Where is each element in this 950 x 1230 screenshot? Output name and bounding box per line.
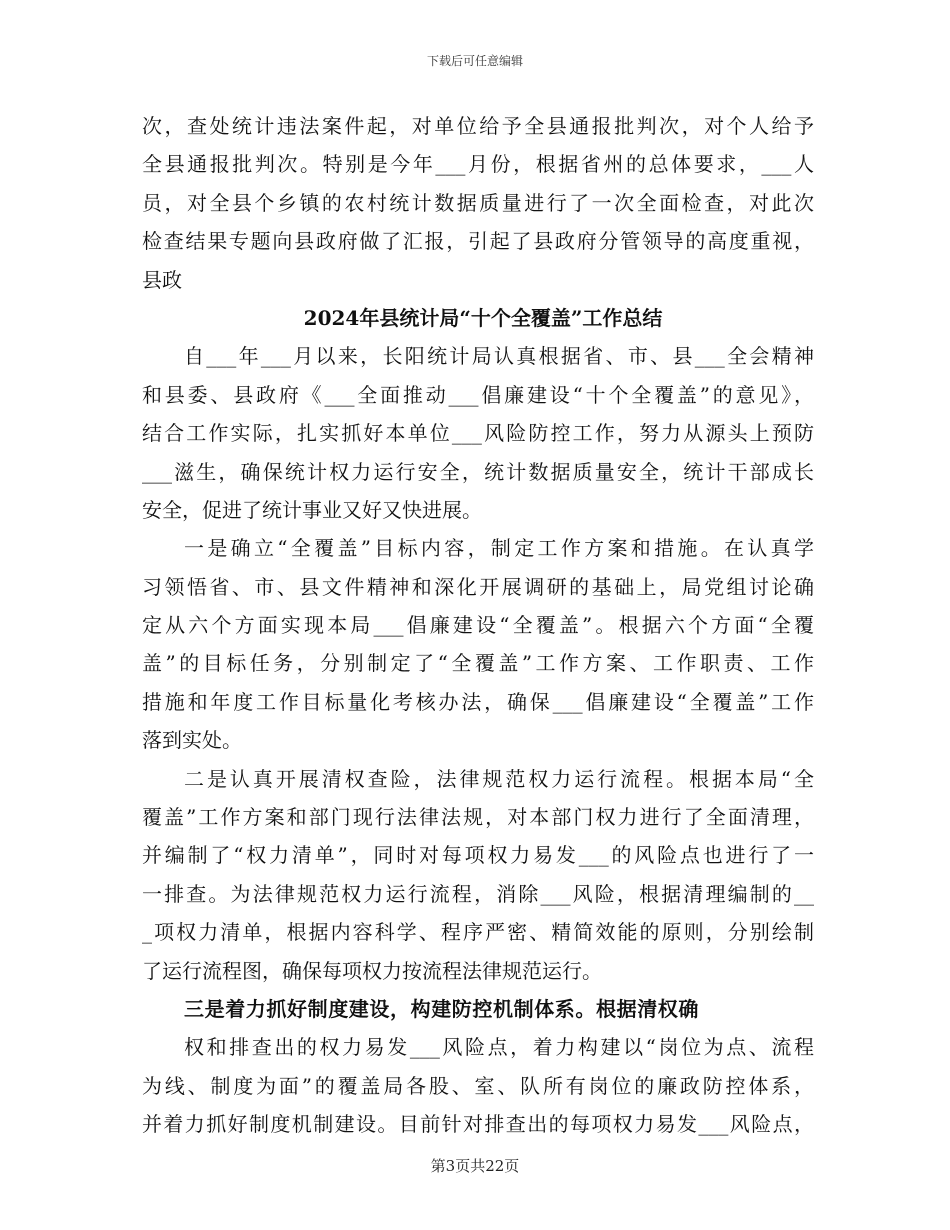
body-line: 落到实处。 [142, 728, 242, 753]
paragraph-start-line: 自___年___月以来，长阳统计局认真根据省、市、县___全会精神 [184, 344, 814, 369]
body-line: _项权力清单，根据内容科学、程序严密、精简效能的原则，分别绘制 [142, 920, 814, 945]
body-line: 覆盖”工作方案和部门现行法律法规，对本部门权力进行了全面清理， [142, 805, 814, 830]
body-line: 并编制了“权力清单”，同时对每项权力易发___的风险点也进行了一 [142, 843, 814, 868]
body-line: 和县委、县政府《___全面推动___倡廉建设“十个全覆盖”的意见》， [142, 382, 814, 407]
body-line: 检查结果专题向县政府做了汇报，引起了县政府分管领导的高度重视， [142, 229, 814, 254]
body-line: 结合工作实际，扎实抓好本单位___风险防控工作，努力从源头上预防 [142, 421, 814, 446]
body-line: 一排查。为法律规范权力运行流程，消除___风险，根据清理编制的__ [142, 881, 814, 906]
paragraph-start-line: 一是确立“全覆盖”目标内容，制定工作方案和措施。在认真学 [184, 536, 814, 561]
document-body [142, 107, 814, 1144]
body-line: 习领悟省、市、县文件精神和深化开展调研的基础上，局党组讨论确 [142, 574, 814, 599]
body-line: 全县通报批判次。特别是今年___月份，根据省州的总体要求，___人 [142, 152, 814, 177]
page-number-footer: 第3页共22页 [430, 1157, 520, 1175]
document-title: 2024年县统计局“十个全覆盖”工作总结 [303, 305, 663, 330]
body-line: 并着力抓好制度机制建设。目前针对排查出的每项权力易发___风险点， [142, 1112, 814, 1137]
page-header-note: 下载后可任意编辑 [426, 54, 523, 68]
body-line: 次，查处统计违法案件起，对单位给予全县通报批判次，对个人给予 [142, 114, 814, 138]
body-line: 县政 [142, 267, 182, 292]
body-line: 措施和年度工作目标量化考核办法，确保___倡廉建设“全覆盖”工作 [142, 689, 814, 714]
body-line: 定从六个方面实现本局___倡廉建设“全覆盖”。根据六个方面“全覆 [142, 613, 814, 638]
body-line: 为线、制度为面”的覆盖局各股、室、队所有岗位的廉政防控体系， [142, 1073, 814, 1098]
body-line: 安全，促进了统计事业又好又快进展。 [142, 497, 482, 522]
body-line: ___滋生，确保统计权力运行安全，统计数据质量安全，统计干部成长 [142, 459, 814, 484]
body-line: 员，对全县个乡镇的农村统计数据质量进行了一次全面检查，对此次 [142, 190, 814, 215]
paragraph-start-line: 二是认真开展清权查险，法律规范权力运行流程。根据本局“全 [184, 766, 814, 791]
paragraph-start-line: 权和排查出的权力易发___风险点，着力构建以“岗位为点、流程 [184, 1035, 814, 1060]
body-line: 了运行流程图，确保每项权力按流程法律规范运行。 [142, 958, 602, 983]
body-line: 盖”的目标任务，分别制定了“全覆盖”工作方案、工作职责、工作 [142, 651, 814, 676]
section-heading: 三是着力抓好制度建设，构建防控机制体系。根据清权确 [184, 996, 699, 1021]
